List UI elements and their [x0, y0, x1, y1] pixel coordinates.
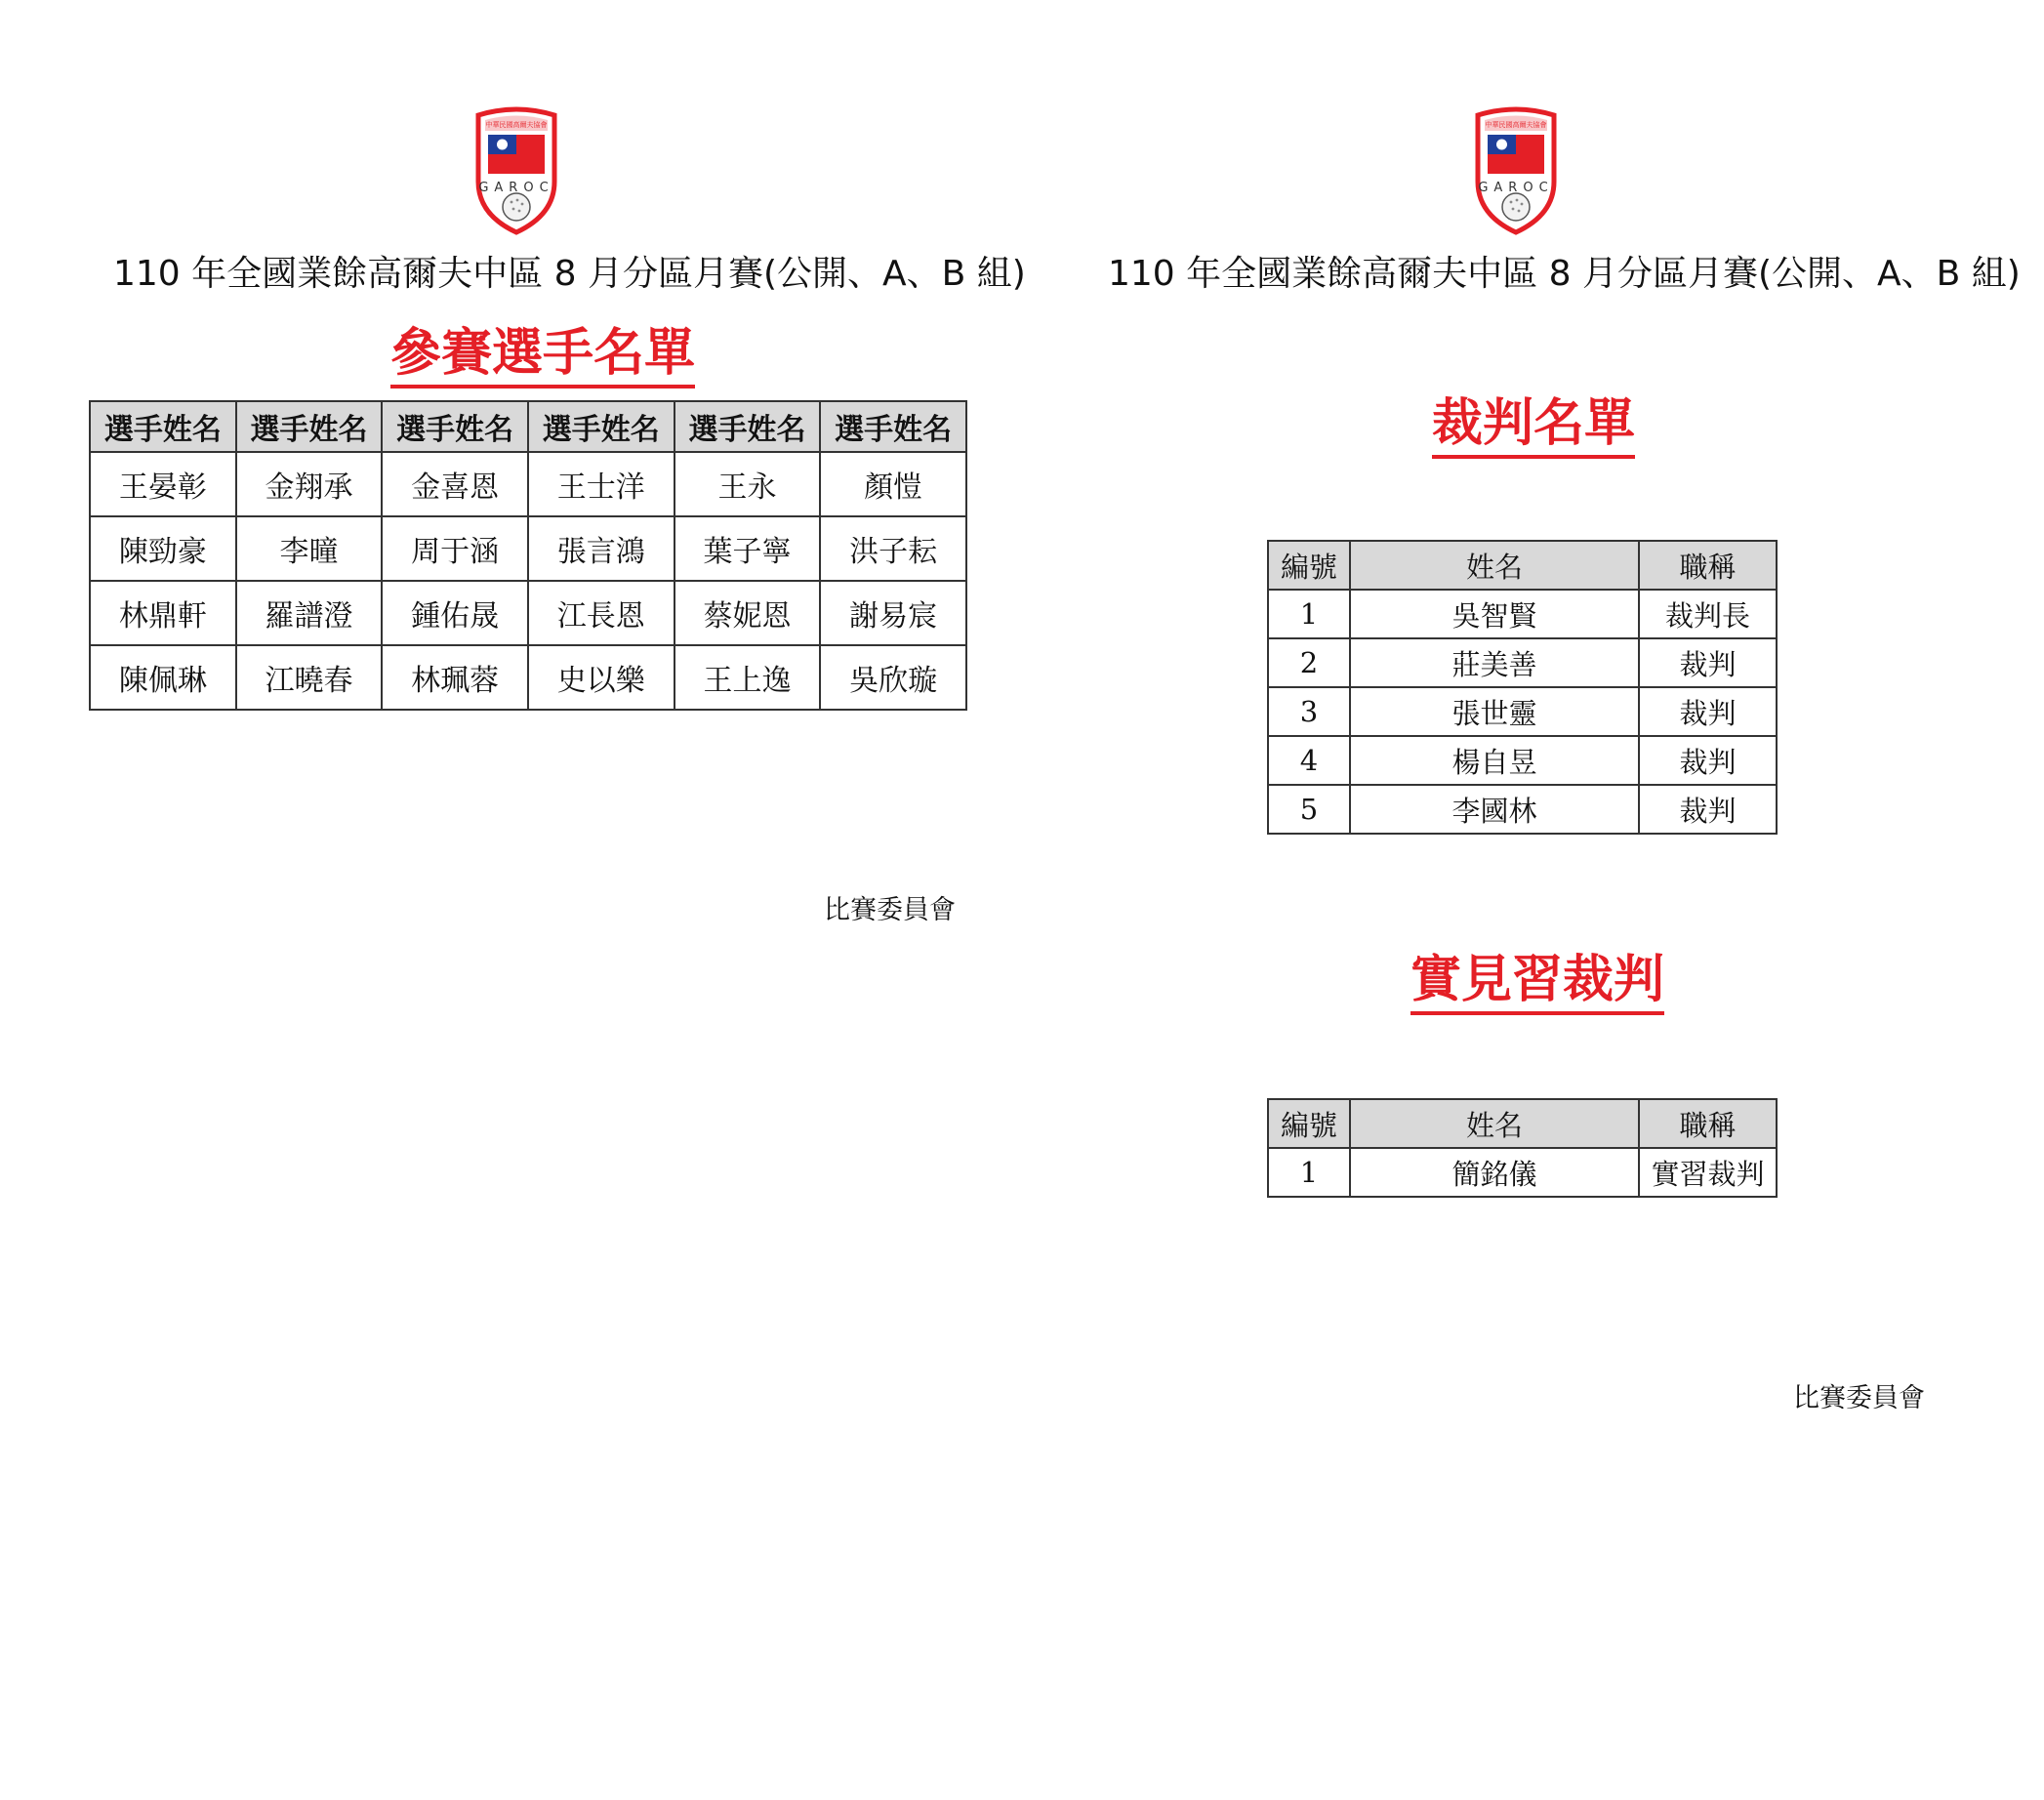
player-name-cell: 林鼎軒 — [90, 581, 236, 645]
players-header-row — [90, 401, 966, 452]
name-cell: 李國林 — [1350, 785, 1639, 834]
trainee-section-title: 實見習裁判 — [1410, 951, 1664, 1015]
main-title: 110 年全國業餘高爾夫中區 8 月分區月賽(公開、A、B 組) — [113, 254, 1026, 294]
name-cell: 吳智賢 — [1350, 590, 1639, 638]
column-header-title: 職稱 — [1639, 541, 1777, 590]
title-cell: 裁判 — [1639, 638, 1777, 687]
referee-table — [1267, 540, 1778, 835]
garoc-logo — [1472, 105, 1560, 237]
table-row — [1268, 590, 1777, 638]
players-table — [89, 400, 967, 711]
player-name-cell: 周于涵 — [382, 516, 528, 581]
player-name-cell: 江長恩 — [528, 581, 675, 645]
number-cell: 4 — [1268, 736, 1350, 785]
player-name-cell: 顏愷 — [820, 452, 966, 516]
title-cell: 裁判 — [1639, 687, 1777, 736]
player-name-cell: 江曉春 — [236, 645, 383, 710]
number-cell: 5 — [1268, 785, 1350, 834]
column-header: 選手姓名 — [90, 401, 236, 452]
svg-text:GAROC: GAROC — [1478, 181, 1554, 195]
trainee-table — [1267, 1098, 1778, 1198]
player-name-cell: 王晏彰 — [90, 452, 236, 516]
player-name-cell: 陳勁豪 — [90, 516, 236, 581]
column-header-name: 姓名 — [1350, 541, 1639, 590]
table-row — [90, 645, 966, 710]
right-page — [1022, 0, 2044, 1800]
name-cell: 張世靈 — [1350, 687, 1639, 736]
column-header-name: 姓名 — [1350, 1099, 1639, 1148]
player-name-cell: 李曈 — [236, 516, 383, 581]
trainee-header-row — [1268, 1099, 1777, 1148]
column-header: 選手姓名 — [528, 401, 675, 452]
svg-text:中華民國高爾夫協會: 中華民國高爾夫協會 — [1485, 121, 1547, 129]
title-cell: 裁判 — [1639, 785, 1777, 834]
table-row — [1268, 638, 1777, 687]
player-name-cell: 蔡妮恩 — [675, 581, 821, 645]
name-cell: 莊美善 — [1350, 638, 1639, 687]
svg-text:中華民國高爾夫協會: 中華民國高爾夫協會 — [485, 121, 548, 129]
name-cell: 楊自昱 — [1350, 736, 1639, 785]
players-section-title: 參賽選手名單 — [390, 324, 695, 389]
table-row — [90, 452, 966, 516]
main-title: 110 年全國業餘高爾夫中區 8 月分區月賽(公開、A、B 組) — [1108, 254, 2021, 294]
committee-signature: 比賽委員會 — [1793, 1383, 1925, 1413]
player-name-cell: 羅譜澄 — [236, 581, 383, 645]
player-name-cell: 葉子寧 — [675, 516, 821, 581]
player-name-cell: 林珮蓉 — [382, 645, 528, 710]
table-row — [1268, 687, 1777, 736]
player-name-cell: 史以樂 — [528, 645, 675, 710]
player-name-cell: 王士洋 — [528, 452, 675, 516]
player-name-cell: 陳佩琳 — [90, 645, 236, 710]
player-name-cell: 鍾佑晟 — [382, 581, 528, 645]
number-cell: 1 — [1268, 1148, 1350, 1197]
number-cell: 1 — [1268, 590, 1350, 638]
column-header-number: 編號 — [1268, 1099, 1350, 1148]
referee-header-row — [1268, 541, 1777, 590]
column-header: 選手姓名 — [236, 401, 383, 452]
number-cell: 3 — [1268, 687, 1350, 736]
title-cell: 實習裁判 — [1639, 1148, 1777, 1197]
name-cell: 簡銘儀 — [1350, 1148, 1639, 1197]
table-row — [1268, 785, 1777, 834]
table-row — [90, 581, 966, 645]
svg-text:GAROC: GAROC — [478, 181, 554, 195]
player-name-cell: 金喜恩 — [382, 452, 528, 516]
player-name-cell: 金翔承 — [236, 452, 383, 516]
title-cell: 裁判 — [1639, 736, 1777, 785]
player-name-cell: 吳欣璇 — [820, 645, 966, 710]
table-row — [1268, 1148, 1777, 1197]
number-cell: 2 — [1268, 638, 1350, 687]
player-name-cell: 謝易宸 — [820, 581, 966, 645]
table-row — [90, 516, 966, 581]
player-name-cell: 張言鴻 — [528, 516, 675, 581]
garoc-logo — [472, 105, 560, 237]
column-header-title: 職稱 — [1639, 1099, 1777, 1148]
player-name-cell: 王永 — [675, 452, 821, 516]
column-header: 選手姓名 — [675, 401, 821, 452]
table-row — [1268, 736, 1777, 785]
referee-section-title: 裁判名單 — [1432, 394, 1635, 459]
player-name-cell: 王上逸 — [675, 645, 821, 710]
title-cell: 裁判長 — [1639, 590, 1777, 638]
player-name-cell: 洪子耘 — [820, 516, 966, 581]
committee-signature: 比賽委員會 — [824, 895, 956, 925]
column-header: 選手姓名 — [820, 401, 966, 452]
column-header-number: 編號 — [1268, 541, 1350, 590]
column-header: 選手姓名 — [382, 401, 528, 452]
